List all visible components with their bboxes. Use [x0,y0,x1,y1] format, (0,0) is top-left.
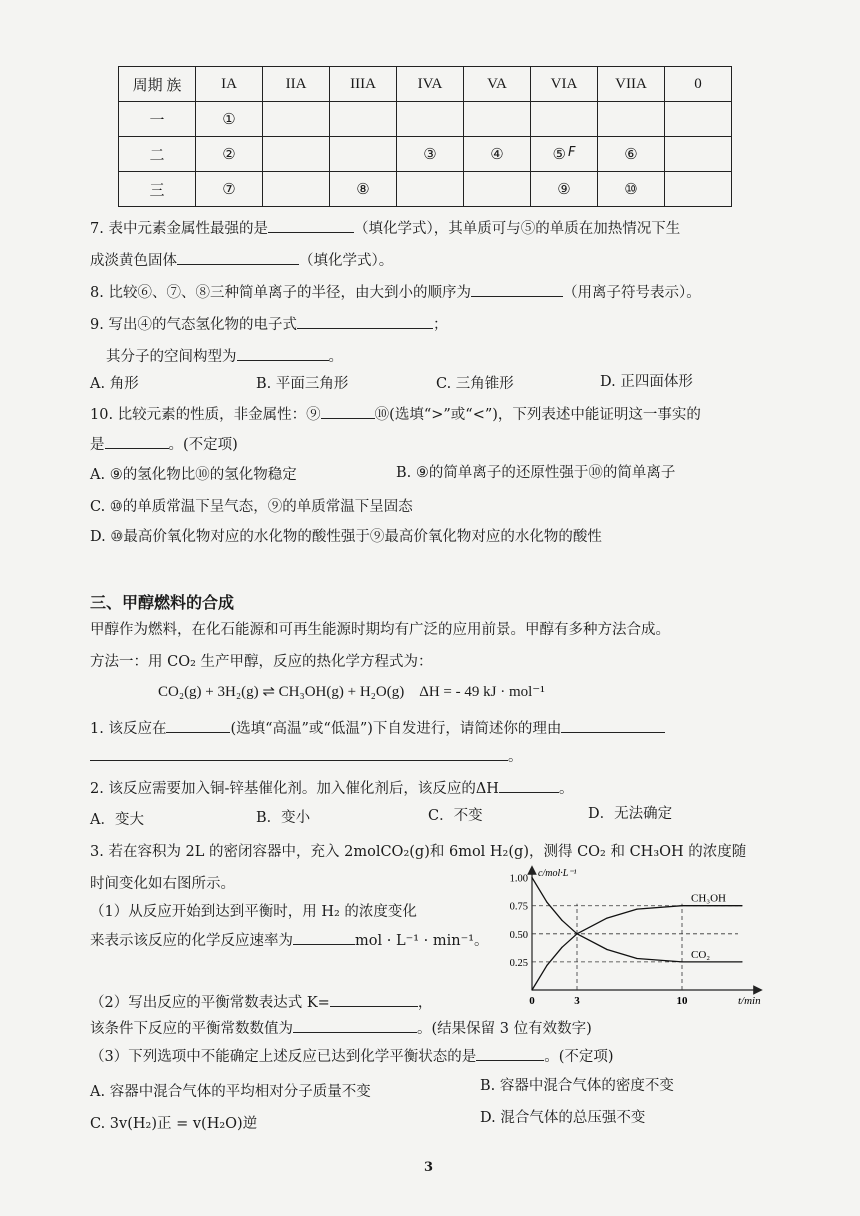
answer-blank [321,404,375,419]
answer-blank [237,346,329,361]
series-line [532,878,742,962]
question-9-line-1 [90,314,447,335]
table-cell [464,102,531,137]
data-point [546,902,547,903]
table-cell: ③ [397,137,464,172]
page-number: 3 [424,1160,434,1175]
question-text: （2）写出反应的平衡常数表达式 K= [90,995,330,1011]
data-point [531,877,532,878]
table-header-cell: IIIA [330,67,397,102]
series-label: CO₂ [691,948,711,961]
subquestion-1-line-2 [90,746,523,767]
answer-blank [471,282,563,297]
question-text: 。(不定项) [544,1049,614,1065]
table-cell: ① [196,102,263,137]
question-7-line-2 [90,250,393,271]
data-point [636,908,637,909]
handwritten-annotation: F [567,144,576,160]
table-header-cell: VIIA [598,67,665,102]
option-a: A. 角形 [90,376,139,392]
data-point [681,905,682,906]
table-header-cell: IIA [263,67,330,102]
question-text: （3）下列选项中不能确定上述反应已达到化学平衡状态的是 [90,1049,477,1065]
subquestion-3-intro-2: 时间变化如右图所示。 [90,876,235,892]
option-c: C. 三角锥形 [436,376,514,392]
data-point [606,917,607,918]
y-axis-label: c/mol·L⁻¹ [538,868,577,879]
series-label: CH₃OH [691,892,727,905]
section-title: 三、甲醇燃料的合成 [90,593,235,612]
subquestion-2 [90,778,573,799]
question-text: 是 [90,437,105,453]
table-cell: ⑦ [196,172,263,207]
table-cell [263,172,330,207]
table-cell [263,102,330,137]
chemical-equation: CO₂(g) + 3H₂(g) ⇌ CH₃OH(g) + H₂O(g) ΔH = - 49 kJ · mol⁻¹ [158,684,545,700]
table-cell [397,172,464,207]
series-line [532,906,742,990]
data-point [531,989,532,990]
table-cell [665,172,732,207]
option-b: B. 平面三角形 [256,376,349,392]
option-b: B. 容器中混合气体的密度不变 [480,1078,674,1094]
question-text: 10. 比较元素的性质，非金属性：⑨ [90,407,321,423]
table-header-cell: IA [196,67,263,102]
table-cell [531,137,598,172]
x-tick-label: 0 [529,995,535,1004]
data-point [576,933,577,934]
data-point [741,905,742,906]
table-row [119,137,732,172]
option-b: B．变小 [256,810,311,826]
table-row [119,172,732,207]
answer-blank [105,434,169,449]
part-2-line-1 [90,992,432,1013]
table-header-cell: 0 [665,67,732,102]
question-text: ； [432,317,448,333]
option-b: B. ⑨的简单离子的还原性强于⑩的简单离子 [396,465,676,481]
question-text: 。 [558,781,574,797]
question-text: （用离子符号表示）。 [562,285,701,301]
question-text: ⑩(选填“>”或“<”)，下列表述中能证明这一事实的 [374,407,701,423]
section-intro: 甲醇作为燃料，在化石能源和可再生能源时期均有广泛的应用前景。甲醇有多种方法合成。 [90,622,670,638]
table-cell: ⑥ [598,137,665,172]
table-cell [263,137,330,172]
answer-blank [293,1018,417,1033]
question-text: (选填“高温”或“低温”)下自发进行，请简述你的理由 [230,721,562,737]
question-text: 。 [328,349,343,365]
option-d: D. 正四面体形 [600,374,693,390]
answer-blank [166,718,230,733]
option-d: D. ⑩最高价氧化物对应的水化物的酸性强于⑨最高价氧化物对应的水化物的酸性 [90,529,602,545]
answer-blank [177,250,299,265]
data-point [561,947,562,948]
question-text: 成淡黄色固体 [90,253,177,269]
x-axis-label: t/min [738,995,761,1004]
answer-blank [90,746,508,761]
question-10-line-1 [90,404,701,425]
concentration-time-chart [490,864,770,1004]
y-tick-label: 0.25 [509,957,528,969]
option-d: D．无法确定 [588,806,673,822]
table-cell: 一 [119,102,196,137]
table-cell [330,137,397,172]
answer-blank [268,218,354,233]
question-9-line-2 [106,346,343,367]
question-text: 来表示该反应的化学反应速率为 [90,933,293,949]
question-text: ， [417,995,433,1011]
question-8 [90,282,701,303]
question-text: （填化学式）。 [299,253,394,269]
question-text: 9. 写出④的气态氢化物的电子式 [90,317,297,333]
option-a: A. 容器中混合气体的平均相对分子质量不变 [90,1084,371,1100]
table-header-row [119,67,732,102]
x-tick-label: 10 [676,995,688,1004]
question-text: 8. 比较⑥、⑦、⑧三种简单离子的半径，由大到小的顺序为 [90,285,471,301]
answer-blank [499,778,559,793]
option-a: A．变大 [90,812,144,828]
table-cell [330,102,397,137]
table-cell: 二 [119,137,196,172]
method-text: 方法一：用 CO₂ 生产甲醇，反应的热化学方程式为： [90,654,433,670]
question-7-line-1 [90,218,680,239]
data-point [606,949,607,950]
question-text: 。(结果保留 3 位有效数字) [417,1021,592,1037]
table-cell: 三 [119,172,196,207]
answer-blank [330,992,418,1007]
table-cell [397,102,464,137]
question-text: （填化学式），其单质可与⑤的单质在加热情况下生 [353,221,681,237]
table-cell: ⑨ [531,172,598,207]
option-c: C. 3v(H₂)正 = v(H₂O)逆 [90,1116,258,1132]
x-tick-label: 3 [574,995,580,1004]
part-2-line-2 [90,1018,592,1039]
table-header-cell: IVA [397,67,464,102]
part-1-line-1: （1）从反应开始到达到平衡时，用 H₂ 的浓度变化 [90,904,417,920]
table-cell [531,102,598,137]
table-cell [598,102,665,137]
table-cell: ⑩ [598,172,665,207]
question-text: 其分子的空间构型为 [106,349,237,365]
option-c: C．不变 [428,808,483,824]
answer-blank [297,314,433,329]
answer-blank [293,930,355,945]
data-point [561,920,562,921]
option-d: D. 混合气体的总压强不变 [480,1110,646,1126]
answer-blank [476,1046,544,1061]
subquestion-3-intro: 3. 若在容积为 2L 的密闭容器中，充入 2molCO₂(g)和 6mol H₂(g)，测得 CO₂ 和 CH₃OH 的浓度随 [90,844,747,860]
table-cell [665,137,732,172]
table-cell [464,172,531,207]
y-tick-label: 0.75 [509,901,528,913]
option-c: C. ⑩的单质常温下呈气态，⑨的单质常温下呈固态 [90,499,413,515]
question-text: mol · L⁻¹ · min⁻¹。 [355,933,489,949]
data-point [546,965,547,966]
table-cell: ④ [464,137,531,172]
question-text: 2. 该反应需要加入铜-锌基催化剂。加入催化剂后，该反应的ΔH [90,781,499,797]
answer-blank [561,718,665,733]
table-header-cell: VA [464,67,531,102]
question-text: 。(不定项) [168,437,238,453]
y-tick-label: 0.50 [509,929,528,941]
subquestion-1-line-1 [90,718,665,739]
question-text: 7. 表中元素金属性最强的是 [90,221,268,237]
question-text: 该条件下反应的平衡常数数值为 [90,1021,293,1037]
table-row [119,102,732,137]
data-point [681,961,682,962]
table-cell [665,102,732,137]
question-text: 。 [508,749,523,765]
y-tick-label: 1.00 [509,873,528,885]
part-1-line-2 [90,930,489,951]
question-text: 1. 该反应在 [90,721,167,737]
table-cell: ② [196,137,263,172]
data-point [741,961,742,962]
periodic-table [118,66,732,207]
option-a: A. ⑨的氢化物比⑩的氢化物稳定 [90,467,297,483]
question-10-line-2 [90,434,238,455]
table-header-cell: VIA [531,67,598,102]
part-3 [90,1046,614,1067]
table-cell: ⑧ [330,172,397,207]
table-header-cell: 周期 族 [119,67,196,102]
data-point [636,958,637,959]
table-cell-text: ⑤ [552,146,566,163]
